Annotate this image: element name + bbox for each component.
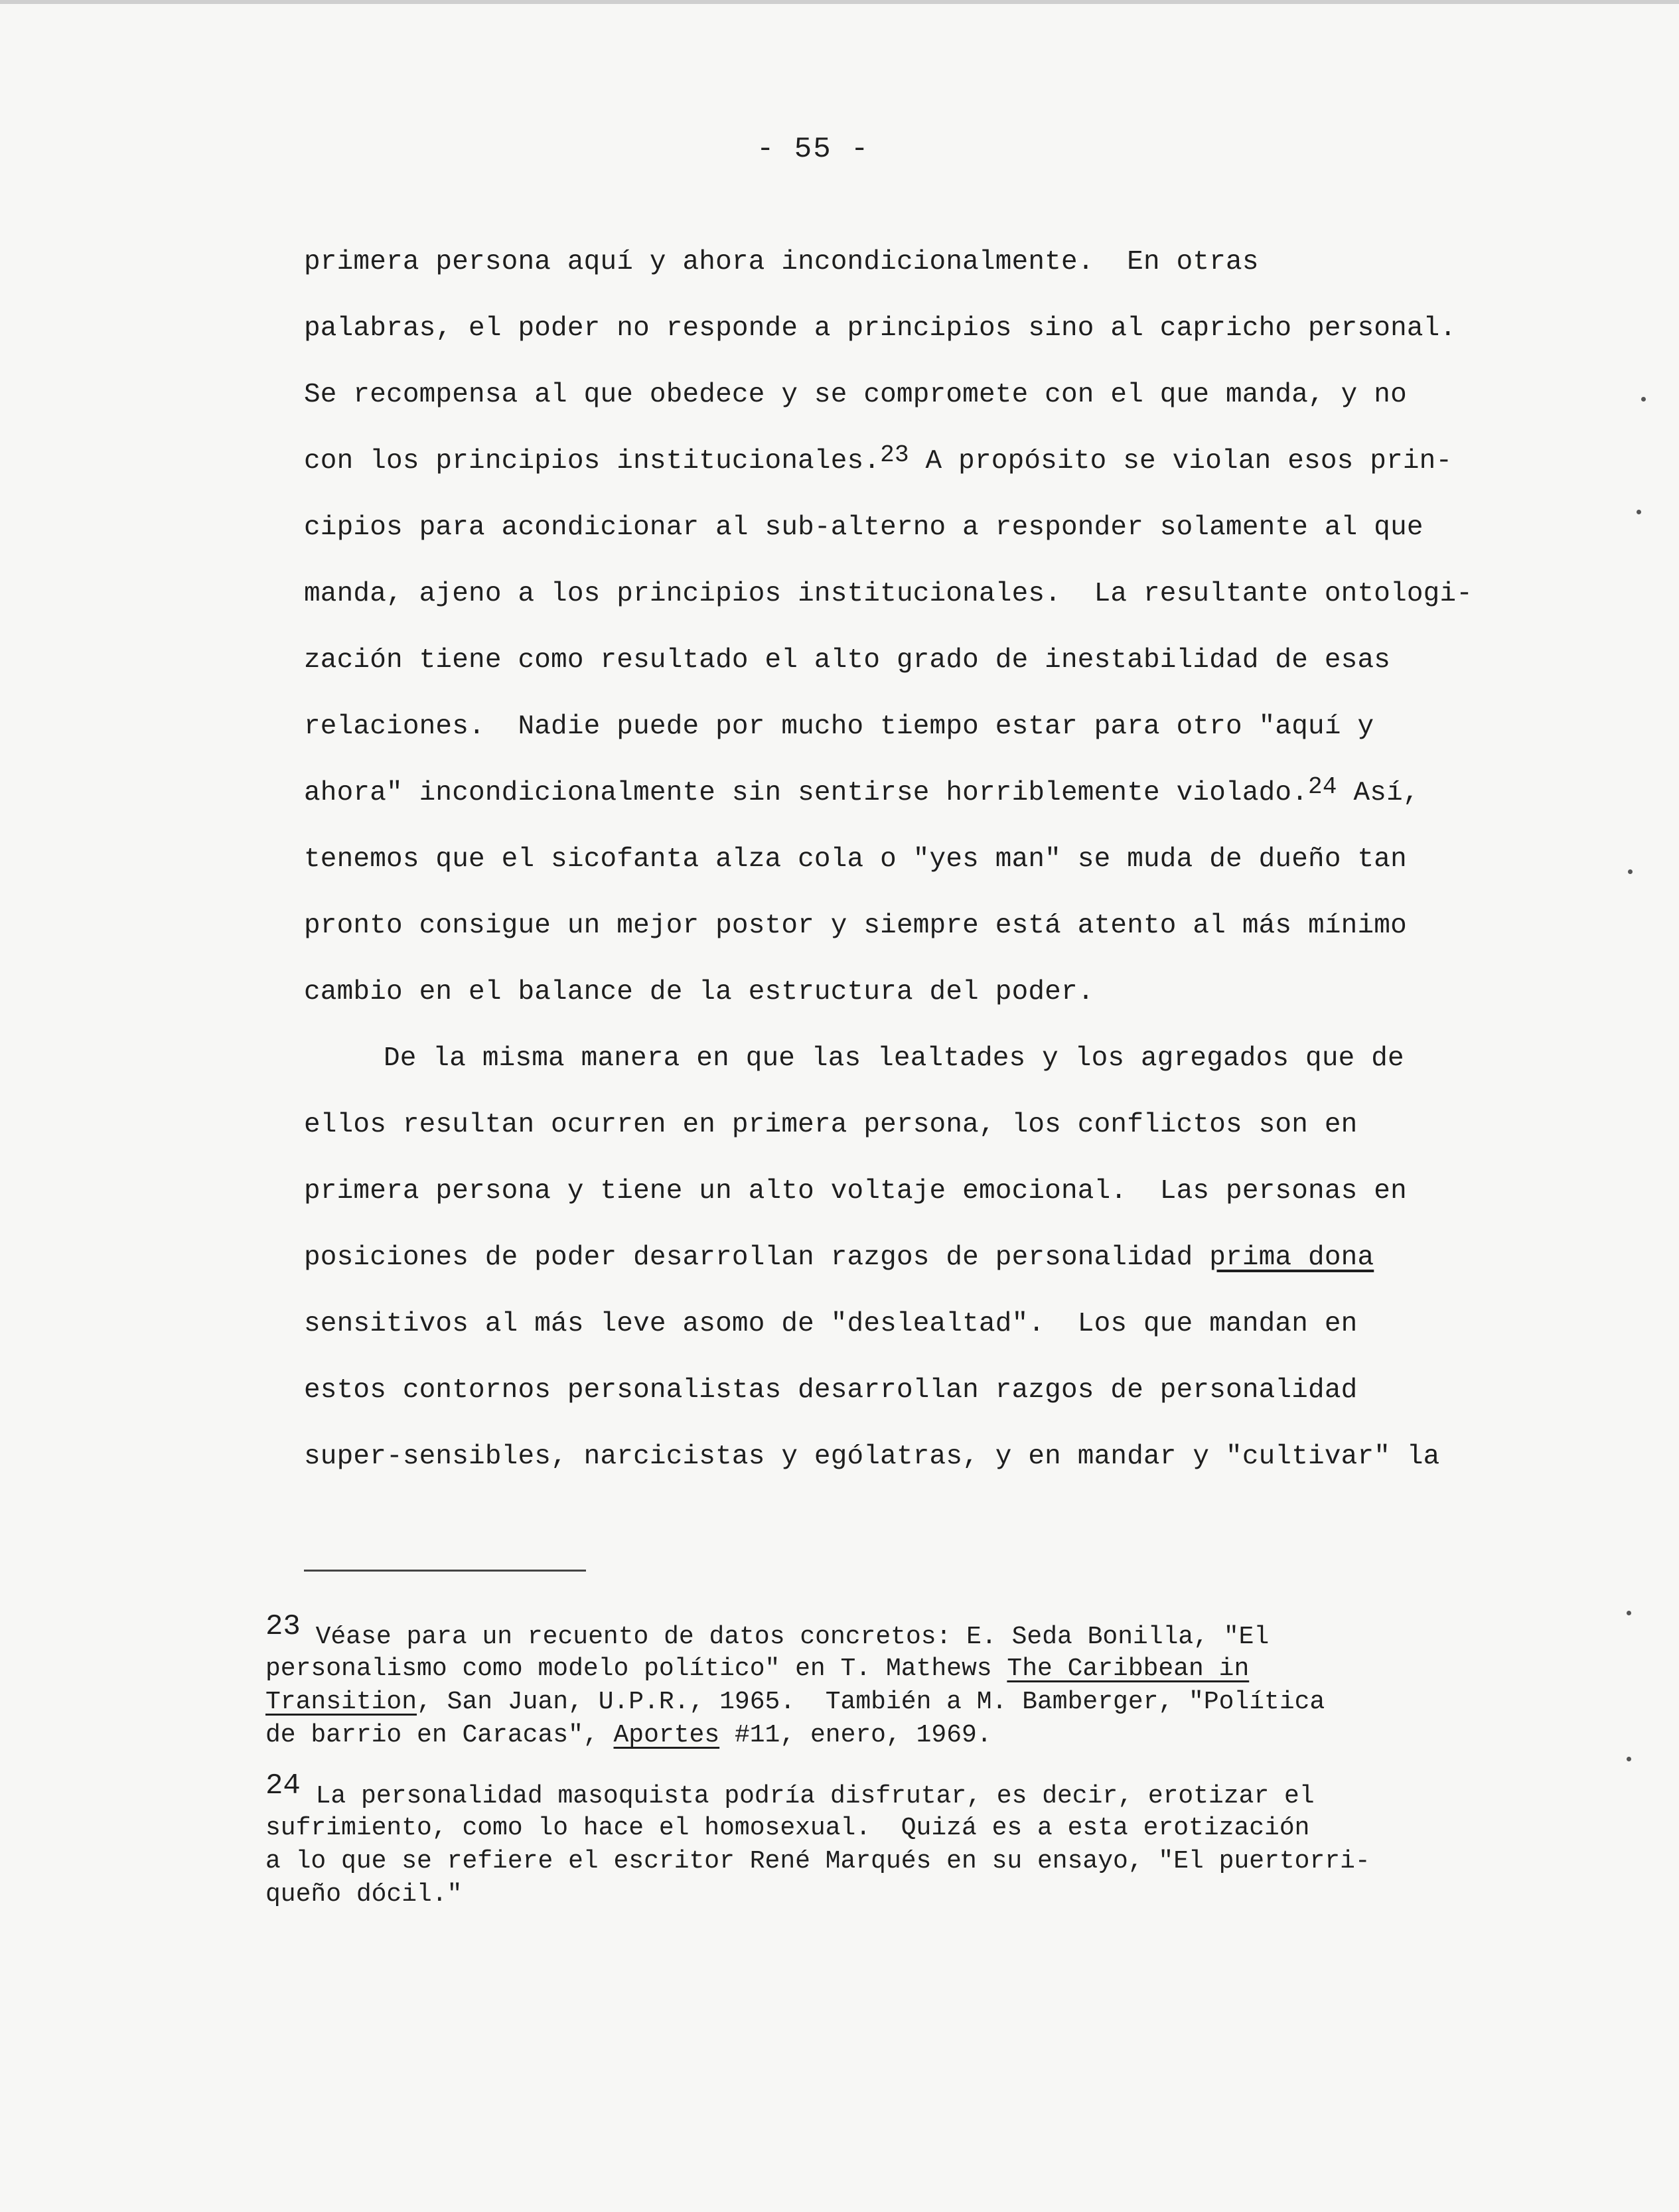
footnote-mark: 23 bbox=[265, 1610, 301, 1643]
footnote-line bbox=[265, 1610, 1526, 1653]
line-text: zación tiene como resultado el alto grado de inestabilidad de esas bbox=[304, 645, 1391, 676]
line-text: manda, ajeno a los principios institucionales. La resultante ontologi- bbox=[304, 579, 1473, 609]
line-text: estos contornos personalistas desarrollan razgos de personalidad bbox=[304, 1375, 1358, 1406]
body-line bbox=[304, 1291, 1498, 1357]
footnote-23 bbox=[265, 1610, 1526, 1752]
footnote-text: sufrimiento, como lo hace el homosexual. Quizá es a esta erotización bbox=[265, 1814, 1310, 1842]
body-line-paragraph-start bbox=[304, 1025, 1498, 1092]
body-line bbox=[304, 1092, 1498, 1158]
line-text: primera persona y tiene un alto voltaje emocional. Las personas en bbox=[304, 1176, 1407, 1207]
underlined-term: prima dona bbox=[1209, 1242, 1374, 1273]
line-text: relaciones. Nadie puede por mucho tiempo estar para otro "aquí y bbox=[304, 711, 1374, 742]
line-text: Así, bbox=[1337, 778, 1420, 808]
body-line bbox=[304, 959, 1498, 1025]
body-line bbox=[304, 428, 1498, 494]
footnote-divider bbox=[304, 1570, 586, 1572]
line-text: cipios para acondicionar al sub-alterno a responder solamente al que bbox=[304, 512, 1424, 543]
footnote-24 bbox=[265, 1769, 1526, 1911]
footnote-line bbox=[265, 1719, 1526, 1752]
body-line bbox=[304, 1424, 1498, 1490]
page-number: - 55 - bbox=[757, 133, 870, 166]
line-text: A propósito se violan esos prin- bbox=[909, 446, 1453, 477]
footnote-text: personalismo como modelo político" en T. Mathews bbox=[265, 1655, 1007, 1683]
body-line bbox=[304, 694, 1498, 760]
body-line bbox=[304, 893, 1498, 959]
line-text: cambio en el balance de la estructura del poder. bbox=[304, 977, 1094, 1007]
paper-speck bbox=[1627, 1757, 1631, 1761]
book-title: Transition bbox=[265, 1688, 417, 1716]
footnote-line bbox=[265, 1812, 1526, 1845]
journal-title: Aportes bbox=[613, 1721, 720, 1749]
footnote-text: a lo que se refiere el escritor René Marqués en su ensayo, "El puertorri- bbox=[265, 1847, 1370, 1876]
line-text: super-sensibles, narcicistas y ególatras, y en mandar y "cultivar" la bbox=[304, 1441, 1440, 1472]
body-line bbox=[304, 229, 1498, 295]
line-text: Se recompensa al que obedece y se compromete con el que manda, y no bbox=[304, 380, 1407, 410]
line-text: primera persona aquí y ahora incondicionalmente. En otras bbox=[304, 247, 1259, 277]
body-text bbox=[304, 229, 1498, 1490]
footnote-line bbox=[265, 1878, 1526, 1911]
page-top-edge bbox=[0, 0, 1679, 4]
line-text: sensitivos al más leve asomo de "deslealtad". Los que mandan en bbox=[304, 1309, 1358, 1339]
footnote-text: #11, enero, 1969. bbox=[719, 1721, 992, 1749]
footnotes bbox=[265, 1610, 1526, 1938]
book-title: The Caribbean in bbox=[1007, 1655, 1250, 1683]
body-line bbox=[304, 826, 1498, 893]
body-line bbox=[304, 760, 1498, 826]
footnote-text: , San Juan, U.P.R., 1965. También a M. Bamberger, "Política bbox=[417, 1688, 1325, 1716]
line-text: ahora" incondicionalmente sin sentirse horriblemente violado. bbox=[304, 778, 1309, 808]
footnote-text: Véase para un recuento de datos concretos: E. Seda Bonilla, "El bbox=[300, 1623, 1270, 1651]
line-text: De la misma manera en que las lealtades y los agregados que de bbox=[384, 1043, 1404, 1074]
paper-speck bbox=[1628, 869, 1633, 874]
body-line bbox=[304, 494, 1498, 561]
line-text: pronto consigue un mejor postor y siempre está atento al más mínimo bbox=[304, 911, 1407, 941]
body-line bbox=[304, 1158, 1498, 1224]
footnote-mark: 24 bbox=[265, 1769, 301, 1803]
line-text: tenemos que el sicofanta alza cola o "yes man" se muda de dueño tan bbox=[304, 844, 1407, 875]
line-text: palabras, el poder no responde a principios sino al capricho personal. bbox=[304, 313, 1457, 344]
paper-speck bbox=[1641, 397, 1646, 402]
footnote-ref-24: 24 bbox=[1308, 773, 1337, 800]
body-line bbox=[304, 295, 1498, 362]
line-text: posiciones de poder desarrollan razgos de personalidad bbox=[304, 1242, 1210, 1273]
body-line bbox=[304, 1224, 1498, 1291]
footnote-text: queño dócil." bbox=[265, 1880, 463, 1909]
paper-speck bbox=[1627, 1611, 1631, 1615]
footnote-text: de barrio en Caracas", bbox=[265, 1721, 614, 1749]
paper-speck bbox=[1637, 510, 1641, 514]
footnote-line bbox=[265, 1845, 1526, 1878]
footnote-text: La personalidad masoquista podría disfrutar, es decir, erotizar el bbox=[300, 1782, 1315, 1810]
footnote-line bbox=[265, 1769, 1526, 1812]
line-text: ellos resultan ocurren en primera persona, los conflictos son en bbox=[304, 1110, 1358, 1140]
body-line bbox=[304, 362, 1498, 428]
footnote-line bbox=[265, 1686, 1526, 1719]
line-text: con los principios institucionales. bbox=[304, 446, 881, 477]
footnote-ref-23: 23 bbox=[880, 441, 909, 469]
body-line bbox=[304, 627, 1498, 694]
footnote-line bbox=[265, 1653, 1526, 1686]
body-line bbox=[304, 1357, 1498, 1424]
body-line bbox=[304, 561, 1498, 627]
